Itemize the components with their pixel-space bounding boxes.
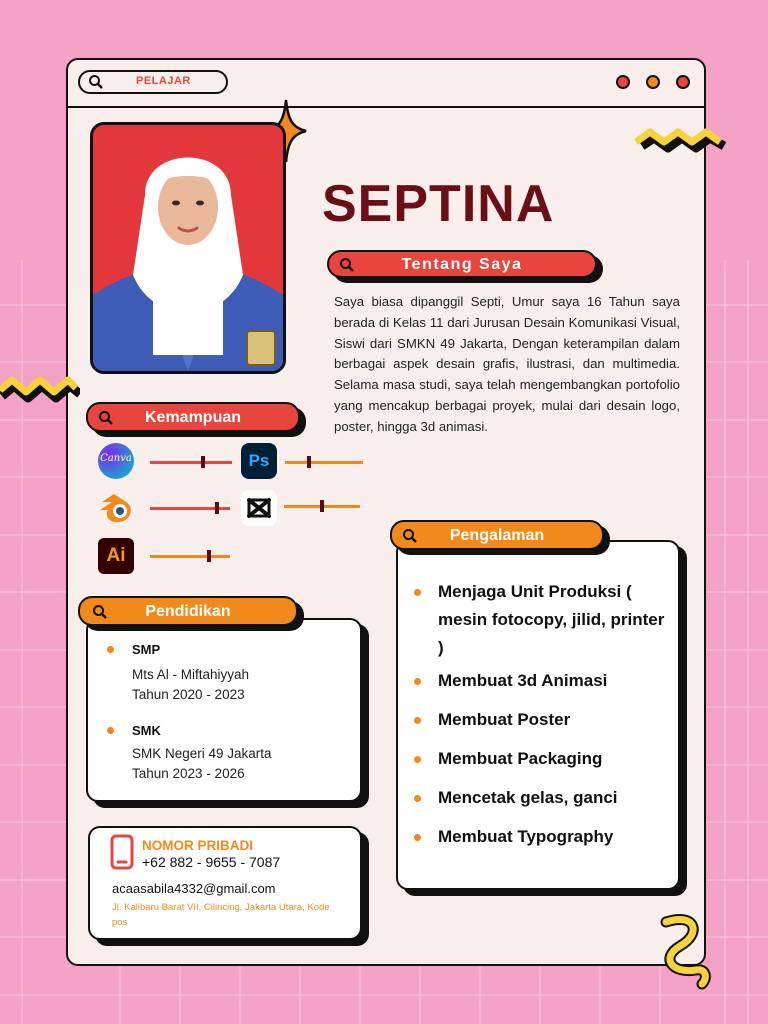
skills-heading <box>86 402 300 432</box>
zigzag-icon-left <box>0 372 80 412</box>
contact-heading: NOMOR PRIBADI <box>142 838 253 853</box>
canva-icon-label: Canva <box>100 453 132 464</box>
skills-heading-label: Kemampuan <box>144 409 242 426</box>
illustrator-icon-label: Ai <box>106 545 126 566</box>
experience-item: Menjaga Unit Produksi ( mesin fotocopy, jilid, printer ) <box>438 582 665 657</box>
experience-heading <box>390 520 604 550</box>
skill-slider-knob[interactable] <box>215 502 219 514</box>
skill-slider-knob[interactable] <box>320 500 324 512</box>
contact-phone[interactable]: +62 882 - 9655 - 7087 <box>142 854 281 870</box>
window-dot-1[interactable] <box>616 75 630 89</box>
window-dot-2[interactable] <box>646 75 660 89</box>
education-years: Tahun 2020 - 2023 <box>132 687 245 702</box>
experience-heading-label: Pengalaman <box>449 527 545 544</box>
zigzag-icon-top <box>632 126 728 162</box>
education-level: SMK <box>132 723 161 738</box>
experience-bullet <box>414 834 421 841</box>
experience-bullet <box>414 717 421 724</box>
about-heading-label: Tentang Saya <box>401 256 523 273</box>
contact-email[interactable]: acaasabila4332@gmail.com <box>112 881 276 896</box>
education-heading-label: Pendidikan <box>145 603 231 620</box>
education-bullet <box>107 646 114 653</box>
skill-slider-knob[interactable] <box>307 456 311 468</box>
skill-slider-canva[interactable] <box>150 461 232 464</box>
canva-icon <box>98 443 134 479</box>
education-heading <box>78 596 298 626</box>
about-text: Saya biasa dipanggil Septi, Umur saya 16 Tahun saya berada di Kelas 11 dari Jurusan Desain Komunikasi Visual, Siswi dari SMKN 49 Jakarta, Dengan keterampilan dalam berbagai aspek desain grafis, ilustrasi, dan multimedia. Selama masa studi, saya telah mengembangkan portofolio yang mencakup berbagai proyek, mulai dari desain logo, poster, hingga 3d animasi. <box>334 294 680 434</box>
search-bar[interactable] <box>78 70 228 94</box>
experience-bullet <box>414 756 421 763</box>
experience-item: Membuat 3d Animasi <box>438 671 608 690</box>
skill-slider-photoshop[interactable] <box>285 461 363 464</box>
portrait-image <box>93 125 283 371</box>
education-school: SMK Negeri 49 Jakarta <box>132 746 272 761</box>
education-years: Tahun 2023 - 2026 <box>132 766 245 781</box>
experience-item: Membuat Typography <box>438 827 614 846</box>
education-bullet <box>107 727 114 734</box>
photoshop-icon-label: Ps <box>248 451 270 470</box>
contact-address: Jl. Kalibaru Barat VII, Cilincing, Jakarta Utara, Kode pos <box>112 902 330 928</box>
skill-slider-illustrator[interactable] <box>150 555 230 558</box>
blender-icon <box>96 490 136 526</box>
search-icon <box>88 74 104 90</box>
skill-slider-knob[interactable] <box>207 550 211 562</box>
about-heading <box>327 250 597 278</box>
phone-icon <box>110 834 134 870</box>
education-school: Mts Al - Miftahiyyah <box>132 667 250 682</box>
experience-item: Membuat Packaging <box>438 749 603 768</box>
squiggle-icon <box>656 908 716 992</box>
experience-item: Membuat Poster <box>438 710 571 729</box>
window-topbar <box>68 60 704 108</box>
photoshop-icon <box>241 443 277 479</box>
experience-bullet <box>414 589 421 596</box>
capcut-icon <box>241 490 277 526</box>
skill-slider-capcut[interactable] <box>284 505 360 508</box>
illustrator-icon <box>98 538 134 574</box>
education-level: SMP <box>132 642 161 657</box>
experience-bullet <box>414 795 421 802</box>
skill-slider-blender[interactable] <box>150 507 230 510</box>
profile-name: SEPTINA <box>322 175 555 233</box>
experience-item: Mencetak gelas, ganci <box>438 788 618 807</box>
skill-slider-knob[interactable] <box>201 456 205 468</box>
experience-bullet <box>414 678 421 685</box>
window-dot-3[interactable] <box>676 75 690 89</box>
profile-photo <box>90 122 286 374</box>
search-label: PELAJAR <box>136 75 191 87</box>
